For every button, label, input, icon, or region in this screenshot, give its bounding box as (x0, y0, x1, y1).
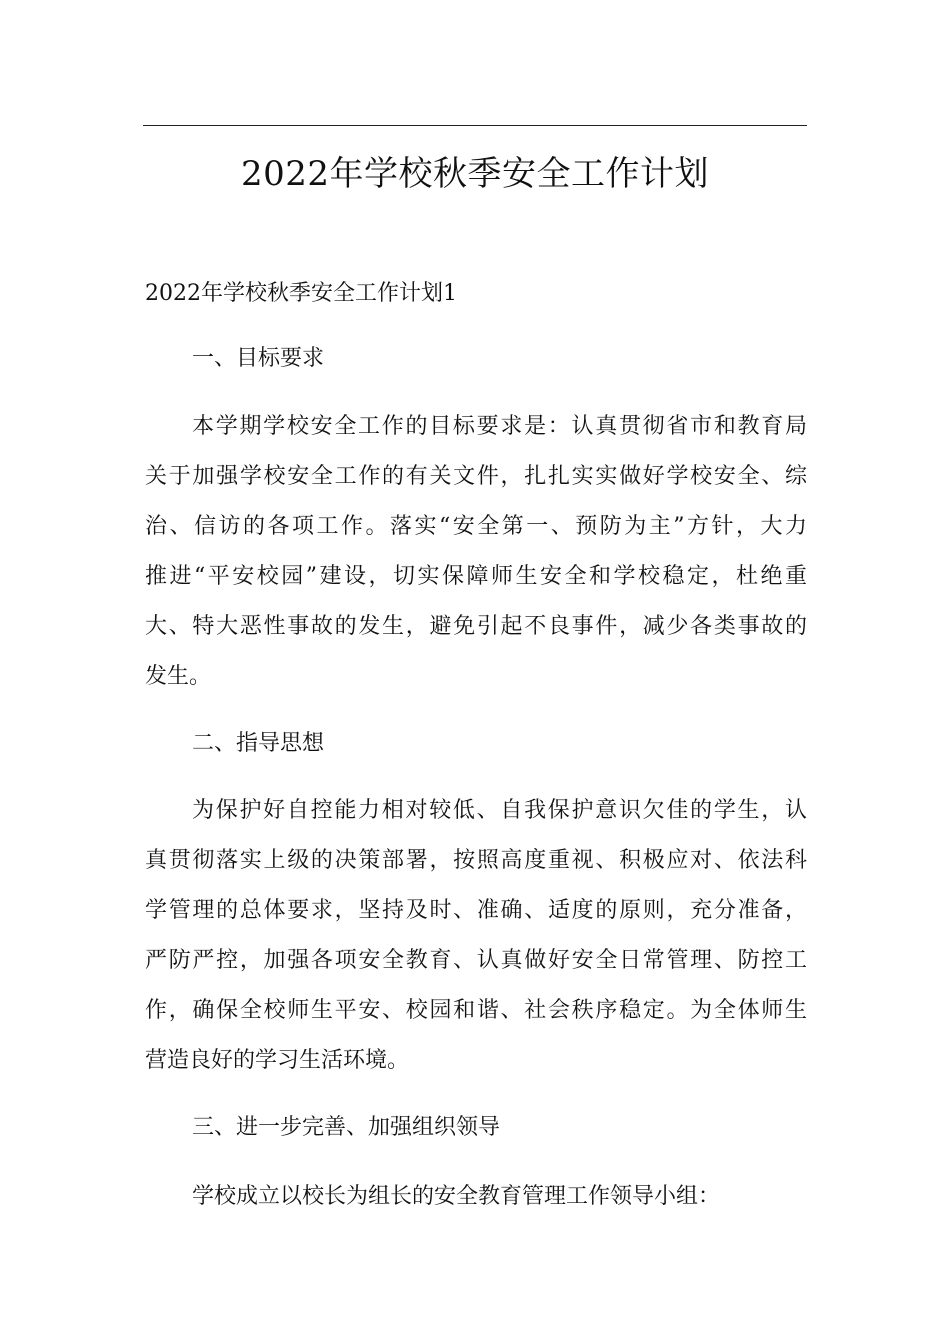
paragraph-line: 发生。 (145, 664, 212, 689)
document-subtitle: 2022年学校秋季安全工作计划1 (145, 281, 457, 306)
paragraph-line: 为保护好自控能力相对较低、自我保护意识欠佳的学生，认 (192, 798, 807, 823)
section-paragraph-organization (145, 1172, 807, 1222)
section-heading-organization: 三、进一步完善、加强组织领导 (192, 1115, 501, 1140)
section-paragraph-goals (145, 402, 807, 702)
paragraph-line: 作，确保全校师生平安、校园和谐、社会秩序稳定。为全体师生 (145, 998, 807, 1023)
section-heading-goals: 一、目标要求 (192, 346, 325, 371)
paragraph-line: 本学期学校安全工作的目标要求是：认真贯彻省市和教育局 (192, 414, 807, 439)
paragraph-line: 学管理的总体要求，坚持及时、准确、适度的原则，充分准备， (145, 898, 807, 923)
paragraph-line: 大、特大恶性事故的发生，避免引起不良事件，减少各类事故的 (145, 614, 807, 639)
paragraph-line: 关于加强学校安全工作的有关文件，扎扎实实做好学校安全、综 (145, 464, 807, 489)
document-title: 2022年学校秋季安全工作计划 (240, 154, 710, 194)
section-heading-guiding-ideology: 二、指导思想 (192, 731, 325, 756)
header-rule (143, 125, 807, 126)
paragraph-line: 治、信访的各项工作。落实“安全第一、预防为主”方针，大力 (145, 514, 807, 539)
section-paragraph-guiding-ideology (145, 786, 807, 1086)
paragraph-line: 营造良好的学习生活环境。 (145, 1048, 410, 1073)
paragraph-line: 学校成立以校长为组长的安全教育管理工作领导小组： (192, 1184, 721, 1209)
paragraph-line: 严防严控，加强各项安全教育、认真做好安全日常管理、防控工 (145, 948, 807, 973)
paragraph-line: 推进“平安校园”建设，切实保障师生安全和学校稳定，杜绝重 (145, 564, 807, 589)
paragraph-line: 真贯彻落实上级的决策部署，按照高度重视、积极应对、依法科 (145, 848, 807, 873)
